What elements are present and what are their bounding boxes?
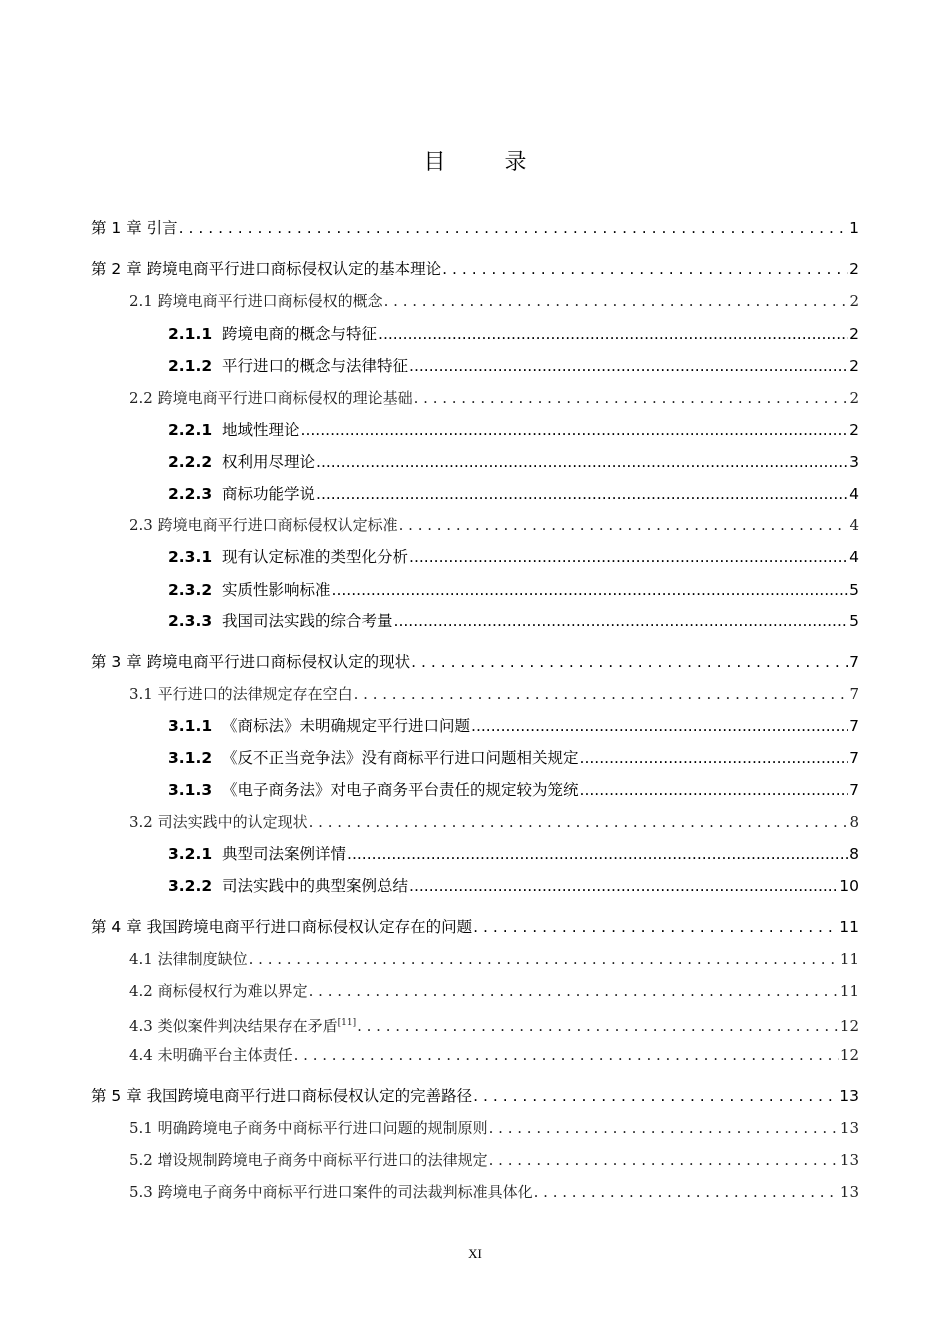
toc-entry[interactable] <box>129 1149 859 1171</box>
toc-entry-number: 3.1.1 <box>168 717 213 735</box>
toc-entry-label <box>129 683 353 705</box>
toc-entry-text: 权利用尽理论 <box>222 453 316 471</box>
toc-entry[interactable] <box>168 451 859 473</box>
dot-leader <box>384 290 849 312</box>
toc-entry-page: 7 <box>849 685 859 703</box>
toc-entry-page: 1 <box>849 219 859 237</box>
toc-entry-label <box>129 811 308 833</box>
toc-entry-page: 4 <box>849 516 859 534</box>
dot-leader <box>332 579 849 601</box>
toc-entry-page: 10 <box>839 877 859 895</box>
toc-entry-label <box>91 1085 472 1107</box>
dot-leader <box>489 1117 839 1139</box>
toc-entry-label <box>129 514 398 536</box>
toc-entry[interactable] <box>168 355 859 377</box>
toc-entry-number: 2.3.2 <box>168 581 213 599</box>
dot-leader <box>534 1181 839 1203</box>
toc-entry-page: 5 <box>849 612 859 630</box>
toc-entry-text: 3.2 司法实践中的认定现状 <box>129 813 308 831</box>
toc-entry-label <box>168 875 408 897</box>
dot-leader <box>473 1085 838 1107</box>
toc-entry-text: 商标功能学说 <box>222 485 316 503</box>
toc-entry-label <box>129 1117 488 1139</box>
dot-leader <box>179 217 848 239</box>
toc-entry-text: 司法实践中的典型案例总结 <box>222 877 409 895</box>
toc-entry[interactable] <box>129 948 859 970</box>
toc-entry[interactable] <box>129 980 859 1002</box>
dot-leader <box>409 875 838 897</box>
toc-entry-label <box>168 451 315 473</box>
toc-entry-label <box>168 843 346 865</box>
toc-entry-label <box>168 355 408 377</box>
toc-entry[interactable] <box>129 1181 859 1203</box>
dot-leader <box>316 451 848 473</box>
dot-leader <box>354 683 849 705</box>
toc-entry-text: 《电子商务法》对电子商务平台责任的规定较为笼统 <box>222 781 579 799</box>
toc-entry-text: 典型司法案例详情 <box>222 845 347 863</box>
toc-entry-page: 2 <box>849 325 859 343</box>
toc-entry[interactable] <box>129 514 859 536</box>
toc-entry-number: 3.1.3 <box>168 781 213 799</box>
toc-entry-label <box>129 948 248 970</box>
toc-entry-label <box>91 651 410 673</box>
toc-entry[interactable] <box>91 916 859 938</box>
toc-entry-number: 3.2.1 <box>168 845 213 863</box>
dot-leader <box>580 779 849 801</box>
toc-entry[interactable] <box>168 483 859 505</box>
toc-entry[interactable] <box>91 1085 859 1107</box>
toc-entry-text: 现有认定标准的类型化分析 <box>222 548 409 566</box>
toc-entry[interactable] <box>168 747 859 769</box>
toc-entry-page: 11 <box>839 918 859 936</box>
toc-entry-number: 3.2.2 <box>168 877 213 895</box>
page-number-footer: XI <box>468 1246 482 1261</box>
toc-entry-label <box>168 715 470 737</box>
toc-entry-text: 平行进口的概念与法律特征 <box>222 357 409 375</box>
dot-leader <box>294 1044 839 1066</box>
dot-leader <box>411 651 848 673</box>
toc-entry[interactable] <box>91 651 859 673</box>
toc-entry-text: 3.1 平行进口的法律规定存在空白 <box>129 685 353 703</box>
toc-entry[interactable] <box>129 1012 859 1034</box>
toc-entry-label <box>168 323 377 345</box>
toc-entry[interactable] <box>129 290 859 312</box>
toc-entry-page: 7 <box>849 749 859 767</box>
dot-leader <box>347 843 848 865</box>
toc-entry-text: 4.4 未明确平台主体责任 <box>129 1046 293 1064</box>
toc-entry-page: 13 <box>839 1119 859 1137</box>
dot-leader <box>309 811 849 833</box>
toc-entry-text: 跨境电商的概念与特征 <box>222 325 378 343</box>
toc-entry-label <box>168 579 331 601</box>
toc-entry-text: 我国司法实践的综合考量 <box>222 612 393 630</box>
toc-entry-text: 2.1 跨境电商平行进口商标侵权的概念 <box>129 292 383 310</box>
toc-entry-page: 7 <box>849 653 859 671</box>
toc-entry-number: 2.1.1 <box>168 325 213 343</box>
toc-entry[interactable] <box>168 610 859 632</box>
toc-entry-text: 第 4 章 我国跨境电商平行进口商标侵权认定存在的问题 <box>91 918 473 936</box>
toc-entry-text: 第 5 章 我国跨境电商平行进口商标侵权认定的完善路径 <box>91 1087 473 1105</box>
toc-entry-page: 7 <box>849 781 859 799</box>
toc-entry-page: 7 <box>849 717 859 735</box>
toc-entry-page: 3 <box>849 453 859 471</box>
toc-entry-number: 2.2.1 <box>168 421 213 439</box>
toc-entry[interactable] <box>168 843 859 865</box>
dot-leader <box>473 916 838 938</box>
toc-entry-page: 2 <box>849 389 859 407</box>
dot-leader <box>394 610 849 632</box>
toc-entry[interactable] <box>168 419 859 441</box>
toc-entry-label <box>129 1149 488 1171</box>
toc-entry-label <box>168 747 579 769</box>
toc-entry-label <box>91 217 178 239</box>
toc-entry[interactable] <box>129 387 859 409</box>
dot-leader <box>409 355 848 377</box>
dot-leader <box>316 483 848 505</box>
dot-leader <box>471 715 848 737</box>
toc-entry-label <box>168 610 393 632</box>
toc-entry[interactable] <box>168 323 859 345</box>
toc-entry-page: 4 <box>849 485 859 503</box>
toc-entry-text: 5.1 明确跨境电子商务中商标平行进口问题的规制原则 <box>129 1119 488 1137</box>
toc-entry-text: 第 3 章 跨境电商平行进口商标侵权认定的现状 <box>91 653 411 671</box>
toc-entry[interactable] <box>168 779 859 801</box>
toc-entry[interactable] <box>168 715 859 737</box>
toc-entry-label <box>91 258 441 280</box>
dot-leader <box>399 514 849 536</box>
toc-entry-page: 13 <box>839 1183 859 1201</box>
dot-leader <box>249 948 839 970</box>
toc-entry-text: 2.2 跨境电商平行进口商标侵权的理论基础 <box>129 389 413 407</box>
toc-entry-page: 8 <box>849 845 859 863</box>
toc-entry-page: 4 <box>849 548 859 566</box>
toc-entry-label <box>168 546 408 568</box>
toc-entry-number: 2.3.1 <box>168 548 213 566</box>
toc-entry-page: 2 <box>849 357 859 375</box>
dot-leader <box>409 546 848 568</box>
toc-entry-text: 4.2 商标侵权行为难以界定 <box>129 982 308 1000</box>
toc-entry[interactable] <box>91 217 859 239</box>
toc-entry-label <box>129 1012 356 1037</box>
toc-entry-number: 2.1.2 <box>168 357 213 375</box>
toc-entry-text: 第 1 章 引言 <box>91 219 178 237</box>
toc-entry-label <box>129 980 308 1002</box>
toc-entry-text: 5.2 增设规制跨境电子商务中商标平行进口的法律规定 <box>129 1151 488 1169</box>
toc-entry-page: 5 <box>849 581 859 599</box>
toc-entry[interactable] <box>168 579 859 601</box>
toc-entry[interactable] <box>129 683 859 705</box>
toc-entry-page: 8 <box>849 813 859 831</box>
dot-leader <box>580 747 849 769</box>
dot-leader <box>414 387 849 409</box>
toc-entry-label <box>168 419 300 441</box>
toc-entry-text: 4.1 法律制度缺位 <box>129 950 248 968</box>
toc-entry-page: 2 <box>849 292 859 310</box>
toc-entry-label <box>91 916 472 938</box>
dot-leader <box>489 1149 839 1171</box>
toc-entry-label <box>129 290 383 312</box>
toc-entry-page: 2 <box>849 421 859 439</box>
toc-entry-number: 2.2.3 <box>168 485 213 503</box>
toc-entry-number: 2.3.3 <box>168 612 213 630</box>
toc-entry-text: 2.3 跨境电商平行进口商标侵权认定标准 <box>129 516 398 534</box>
toc-entry-text: 4.3 类似案件判决结果存在矛盾 <box>129 1017 338 1035</box>
toc-entry-label <box>129 387 413 409</box>
toc-entry-label <box>129 1181 533 1203</box>
toc-entry-text: 《反不正当竞争法》没有商标平行进口问题相关规定 <box>222 749 579 767</box>
dot-leader <box>301 419 849 441</box>
toc-entry-page: 12 <box>839 1017 859 1035</box>
toc-entry-text: 实质性影响标准 <box>222 581 331 599</box>
toc-entry-text: 《商标法》未明确规定平行进口问题 <box>222 717 471 735</box>
toc-title: 目 录 <box>423 150 553 175</box>
toc-entry[interactable] <box>168 875 859 897</box>
dot-leader <box>309 980 839 1002</box>
toc-entry[interactable] <box>129 1117 859 1139</box>
toc-entry-number: 3.1.2 <box>168 749 213 767</box>
toc-entry-page: 13 <box>839 1087 859 1105</box>
toc-entry-page: 2 <box>849 260 859 278</box>
dot-leader <box>357 1015 839 1037</box>
toc-entry-page: 12 <box>839 1046 859 1064</box>
toc-entry[interactable] <box>129 1044 859 1066</box>
toc-entry-label <box>168 483 315 505</box>
toc-entry-text: 5.3 跨境电子商务中商标平行进口案件的司法裁判标准具体化 <box>129 1183 533 1201</box>
toc-entry[interactable] <box>168 546 859 568</box>
toc-entry-label <box>129 1044 293 1066</box>
toc-entry[interactable] <box>129 811 859 833</box>
toc-entry-page: 13 <box>839 1151 859 1169</box>
toc-entry-page: 11 <box>839 950 859 968</box>
dot-leader <box>442 258 848 280</box>
toc-entry[interactable] <box>91 258 859 280</box>
citation-superscript: [11] <box>337 1018 357 1028</box>
toc-entry-text: 地域性理论 <box>222 421 300 439</box>
toc-entry-page: 11 <box>839 982 859 1000</box>
dot-leader <box>378 323 848 345</box>
toc-entry-text: 第 2 章 跨境电商平行进口商标侵权认定的基本理论 <box>91 260 442 278</box>
toc-entry-label <box>168 779 579 801</box>
toc-entry-number: 2.2.2 <box>168 453 213 471</box>
